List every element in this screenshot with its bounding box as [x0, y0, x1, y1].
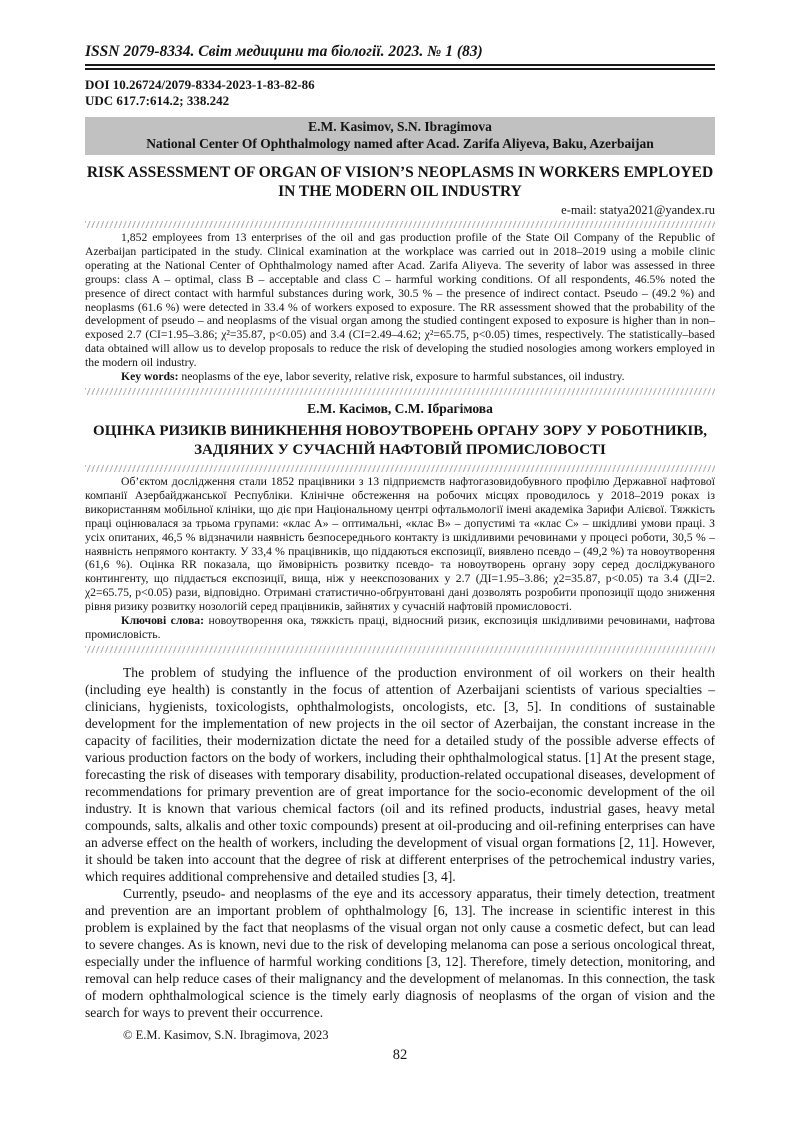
article-body — [85, 664, 715, 1021]
keywords-en-label: Key words: — [121, 370, 179, 384]
abstract-en-text: 1,852 employees from 13 enterprises of the oil and gas production profile of the State Oil Company of the Republic of Azerbaijan participated in the study. Clinical examination at the workplace was carried out in 2018–2019 using a mobile clinic operating at the National Center of Ophthalmology named after Acad. Zarifa Aliyeva. The severity of labor was assessed in three groups: class A – optimal, class B – acceptable and class C – harmful working conditions. Of all respondents, 46.5% noted the presence of direct contact with harmful substances during work, 30.5 % – the presence of indirect contact. Pseudo – (49.2 %) and neoplasms (61.6 %) were detected in 33.4 % of workers exposed to exposure. The RR assessment showed that the probability of the development of pseudo – and neoplasms of the visual organ among the studied contingent exposed to exposure is higher than in non–exposed 2.7 (CI=1.95–3.86; χ²=35.87, p<0.05) and 3.4 (CI=2.49–4.62; χ²=65.75, p<0.05) times, respectively. The statistically–based data obtained will allow us to develop proposals to reduce the risk of developing the studied nosologies among workers employed in the modern oil industry. — [85, 231, 715, 370]
authors-en: E.M. Kasimov, S.N. Ibragimova — [308, 119, 492, 134]
body-paragraph-2: Currently, pseudo- and neoplasms of the eye and its accessory apparatus, their timely detection, treatment and prevention are an important problem of ophthalmology [6, 13]. The increase in scientific interest in this problem is explained by the fact that neoplasms of the visual organ not only cause a cosmetic defect, but can lead to severe changes. As is known, nevi due to the risk of developing melanoma can pose a serious oncological threat, especially under the influence of harmful working conditions [3, 12]. Therefore, timely detection, monitoring, and removal can help reduce cases of their malignancy and the development of melanomas. In this connection, the task of modern ophthalmological science is the timely early diagnosis of neoplasms of the organ of vision and the search for ways to prevent their occurrence. — [85, 885, 715, 1020]
authors-ua: Е.М. Касімов, С.М. Ібрагімова — [307, 400, 493, 416]
email-line: e-mail: statya2021@yandex.ru — [561, 203, 715, 217]
hatch-divider-en-bottom — [85, 388, 715, 395]
keywords-ua-line — [85, 614, 715, 642]
affiliation-en: National Center Of Ophthalmology named after Acad. Zarifa Aliyeva, Baku, Azerbaijan — [146, 135, 654, 151]
keywords-ua-text: новоутворення ока, тяжкість праці, відносний ризик, експозиція шкідливими речовинами, нафтова промисловість. — [85, 614, 715, 641]
journal-issn-header: ISSN 2079-8334. Світ медицини та біології. 2023. № 1 (83) — [85, 42, 715, 70]
doi-udc-block — [85, 77, 715, 109]
abstract-ua-text: Об’єктом дослідження стали 1852 працівники з 13 підприємств нафтогазовидобувного профілю Державної нафтової компанії Азербайджанської Республіки. Клінічне обстеження на робочих місцях проводилось у 2018–2019 роках із використанням мобільної клініки, що діє при Національному центрі офтальмології імені академіка Зарифи Алієвої. Тяжкість праці оцінювалася за трьома групами: «клас А» – оптимальні, «клас В» – допустимі та «клас С» – шкідливі умови праці. З усіх опитаних, 46,5 % відзначили наявність безпосереднього контакту із шкідливими речовинами у процесі роботи, 30,5 % – наявність непрямого контакту. У 33,4 % працівників, що піддаються експозиції, виявлено псевдо – (49,2 %) та новоутворення (61,6 %). Оцінка RR показала, що ймовірність розвитку псевдо- та новоутворень органу зору серед досліджуваного контингенту, що піддається експозиції, вища, ніж у неекспозованих у 2.7 (ДІ=1.95–3.86; χ2=35.87, p<0.05) та 3.4 (ДІ=2. χ2=65.75, p<0.05) рази, відповідно. Отримані статистично-обґрунтовані дані дозволять розробити пропозиції щодо зниження рівня ризику розвитку нозологій серед працівників, зайнятих у сучасній нафтовій промисловості. — [85, 474, 715, 614]
hatch-divider-ua-top — [85, 465, 715, 472]
doi-line: DOI 10.26724/2079-8334-2023-1-83-82-86 — [85, 77, 315, 92]
abstract-ua — [85, 475, 715, 642]
keywords-ua-label: Ключові слова: — [121, 614, 205, 628]
hatch-divider-en-top — [85, 221, 715, 228]
article-title-ua: ОЦІНКА РИЗИКІВ ВИНИКНЕННЯ НОВОУТВОРЕНЬ ОРГАНУ ЗОРУ У РОБОТНИКІВ, ЗАДІЯНИХ У СУЧАСНІЙ НАФТОВІЙ ПРОМИСЛОВОСТІ — [93, 422, 707, 458]
page-number: 82 — [392, 1046, 408, 1063]
article-title-en: RISK ASSESSMENT OF ORGAN OF VISION’S NEOPLASMS IN WORKERS EMPLOYED IN THE MODERN OIL INDUSTRY — [86, 164, 714, 200]
keywords-en-text: neoplasms of the eye, labor severity, relative risk, exposure to harmful substances, oil industry. — [181, 370, 625, 384]
body-paragraph-1: The problem of studying the influence of the production environment of oil workers on their health (including eye health) is constantly in the focus of attention of Azerbaijani scientists of various specialties – clinicians, hygienists, toxicologists, ophthalmologists, oncologists, etc. [3, 5]. In conditions of sustainable development for the implementation of new projects in the oil sector of Azerbaijan, the constant increase in the capacity of facilities, their modernization dictate the need for a detailed study of the possible adverse effects of various production factors on the body of workers, including their ophthalmological status. [1] At the present stage, forecasting the risk of diseases with temporary disability, production-related occupational diseases, development of recommendations for primary prevention are of great importance for the socio-economic development of the oil industry. It is known that various chemical factors (oil and its refined products, industrial gases, heavy metal compounds, salts, alkalis and other toxic compounds) present at oil-producing and oil-refining enterprises can have an adverse effect on the health of workers, including the development of visual organ formations [2, 11]. However, it should be taken into account that the degree of risk at different enterprises of the petrochemical industry varies, which requires additional comprehensive and detailed studies [3, 4]. — [85, 664, 715, 884]
keywords-en-line — [85, 370, 715, 384]
copyright-line: © E.M. Kasimov, S.N. Ibragimova, 2023 — [123, 1027, 329, 1042]
udc-line: UDC 617.7:614.2; 338.242 — [85, 93, 230, 108]
abstract-en — [85, 231, 715, 384]
hatch-divider-ua-bottom — [85, 646, 715, 653]
authors-banner — [85, 117, 715, 155]
